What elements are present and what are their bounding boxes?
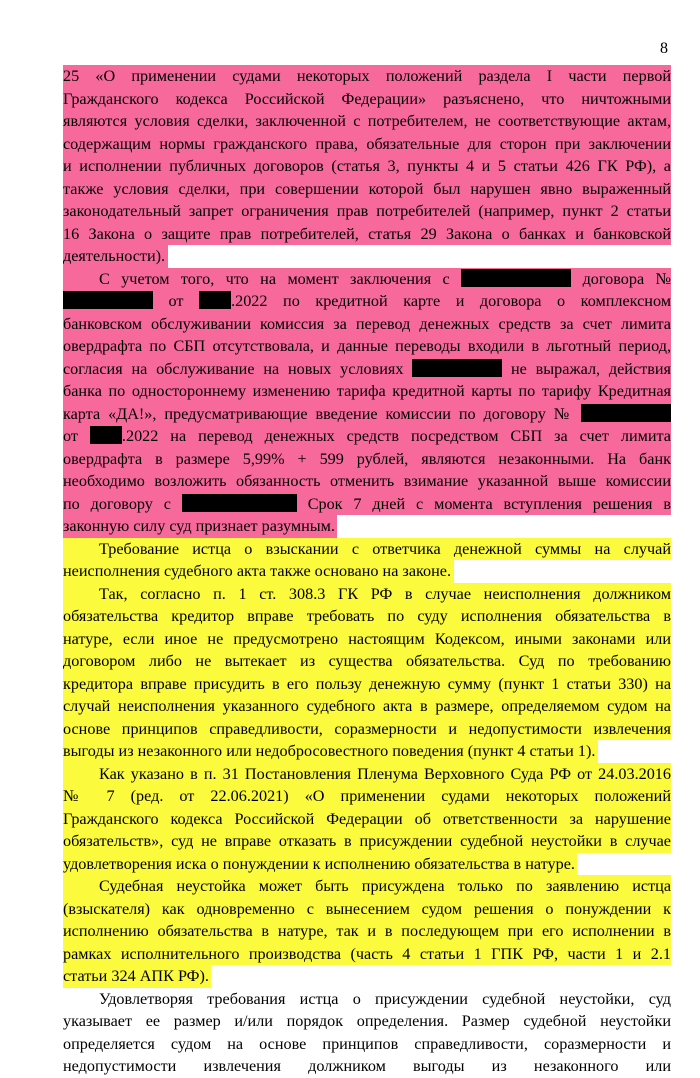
line-text: деятельности).: [63, 247, 166, 265]
line-text: указывает ее размер и/или порядок определения. Размер судебной неустойки: [63, 1012, 671, 1030]
line-text: Требование истца о взыскании с ответчика денежной суммы на случай: [99, 539, 671, 558]
line-text: необходимо возложить обязанность отменить взимание указанной выше комиссии: [63, 472, 671, 490]
line-text: законную силу суд признает разумным.: [63, 517, 335, 535]
line-text: основе принципов справедливости, соразмерности и недопустимости извлечения: [63, 719, 671, 738]
line-text: [63, 493, 671, 516]
line-text: являются условия сделки, заключенной с потребителем, не соответствующие актам,: [63, 112, 671, 130]
line-text: исполнению обязательства в натуре, так и в последующем при его исполнении в: [63, 922, 671, 940]
text-line: [63, 650, 671, 673]
page-number: 8: [660, 40, 668, 57]
line-text: овердрафта в размере 5,99% + 599 рублей, являются незаконными. На банк: [63, 449, 671, 468]
line-text: банковском обслуживании комиссия за перевод денежных средств за счет лимита: [63, 314, 671, 333]
text-line: [63, 245, 671, 268]
text-line: [63, 110, 671, 133]
text-line: [63, 65, 671, 88]
line-text: 25 «О применении судами некоторых положений раздела I части первой: [63, 67, 671, 85]
text-line: [63, 695, 671, 718]
redaction-block: [461, 269, 571, 287]
text-segment: от: [153, 292, 200, 310]
text-segment: согласия на обслуживание на новых условиях: [63, 359, 413, 378]
text-line: [63, 605, 671, 628]
line-text: недопустимости извлечения должником выгоды из незаконного или: [63, 1057, 671, 1075]
line-text: Так, согласно п. 1 ст. 308.3 ГК РФ в случае неисполнения должником: [99, 584, 671, 603]
text-segment: .2022 на перевод денежных средств посредством СБП за счет лимита: [121, 427, 671, 445]
text-line: [63, 920, 671, 943]
text-segment: С учетом того, что на момент заключения с: [99, 269, 462, 288]
line-text: удовлетворения иска о понуждении к исполнению обязательства в натуре.: [63, 854, 575, 873]
text-line: [63, 470, 671, 493]
text-segment: карта «ДА!», предусматривающие введение комиссии по договору №: [63, 404, 581, 423]
line-text: и исполнении публичных договоров (статья 3, пункты 4 и 5 статьи 426 ГК РФ), а: [63, 157, 671, 175]
text-line: [63, 155, 671, 178]
text-line: [63, 718, 671, 741]
text-line: [63, 178, 671, 201]
document-body: [63, 65, 671, 1078]
redaction-block: [412, 359, 502, 377]
text-line: [63, 313, 671, 336]
text-line: [63, 763, 671, 786]
text-segment: Срок 7 дней с момента вступления решения в: [296, 494, 671, 513]
text-line: [63, 853, 671, 876]
line-text: обязательства кредитор вправе требовать по суду исполнения обязательства в: [63, 607, 671, 625]
text-line: [63, 740, 671, 763]
line-text: овердрафта по СБП отсутствовала, и данные переводы входили в льготный период,: [63, 337, 671, 355]
text-line: [63, 830, 671, 853]
line-text: [63, 403, 671, 426]
line-text: законодательный запрет ограничения прав потребителей (например, пункт 2 статьи: [63, 202, 671, 220]
line-text: [63, 358, 671, 381]
text-line: [63, 943, 671, 966]
line-text: Гражданского кодекса Российской Федерации об ответственности за нарушение: [63, 809, 671, 828]
line-text: обязательств», суд не вправе отказать в присуждении судебной неустойки в случае: [63, 832, 671, 850]
line-text: определяется судом на основе принципов справедливости, соразмерности и: [63, 1034, 671, 1053]
redaction-block: [182, 494, 297, 512]
line-text: Судебная неустойка может быть присуждена только по заявлению истца: [99, 877, 671, 895]
text-line: [63, 493, 671, 516]
text-line: [63, 988, 671, 1011]
line-text: 16 Закона о защите прав потребителей, статья 29 Закона о банках и банковской: [63, 224, 671, 243]
line-text: рамках исполнительного производства (часть 4 статьи 1 ГПК РФ, части 1 и 2.1: [63, 944, 671, 963]
text-line: [63, 1055, 671, 1078]
text-line: [63, 448, 671, 471]
line-text: [63, 425, 671, 448]
line-text: (взыскателя) как одновременно с вынесением судом решения о понуждении к: [63, 899, 671, 918]
line-text: случай неисполнения указанного судебного акта в размере, определяемом судом на: [63, 697, 671, 715]
text-line: [63, 628, 671, 651]
text-line: [63, 290, 671, 313]
line-text: натуре, если иное не предусмотрено настоящим Кодексом, иными законами или: [63, 629, 671, 648]
redaction-block: [199, 291, 231, 309]
text-line: [63, 785, 671, 808]
text-line: [63, 808, 671, 831]
text-line: [63, 200, 671, 223]
text-line: [63, 133, 671, 156]
text-line: [63, 425, 671, 448]
line-text: также условия сделки, при совершении которой был нарушен явно выраженный: [63, 179, 671, 198]
line-text: банка по одностороннему изменению тарифа кредитной карты по тарифу Кредитная: [63, 382, 671, 400]
line-text: Гражданского кодекса Российской Федерации» разъяснено, что ничтожными: [63, 89, 671, 108]
text-line: [63, 1033, 671, 1056]
redaction-block: [90, 426, 122, 444]
text-line: [63, 965, 671, 988]
line-text: неисполнения судебного акта также основано на законе.: [63, 562, 452, 580]
text-line: [63, 335, 671, 358]
line-text: № 7 (ред. от 22.06.2021) «О применении судами некоторых положений: [63, 787, 671, 805]
text-line: [63, 875, 671, 898]
line-text: договором либо не вытекает из существа обязательства. Суд по требованию: [63, 652, 671, 670]
text-line: [63, 380, 671, 403]
text-line: [63, 223, 671, 246]
redaction-block: [581, 404, 671, 422]
line-text: [99, 268, 671, 291]
text-segment: не выражал, действия: [502, 359, 671, 378]
line-text: содержащим нормы гражданского права, обязательные для сторон при заключении: [63, 134, 671, 153]
line-text: выгоды из незаконного или недобросовестного поведения (пункт 4 статьи 1).: [63, 742, 596, 760]
text-line: [63, 1010, 671, 1033]
text-line: [63, 673, 671, 696]
text-segment: .2022 по кредитной карте и договора о комплексном: [231, 292, 671, 310]
text-line: [63, 515, 671, 538]
text-segment: договора №: [571, 269, 671, 288]
text-segment: по договору с: [63, 494, 182, 513]
text-line: [63, 898, 671, 921]
text-line: [63, 538, 671, 561]
text-line: [63, 358, 671, 381]
text-line: [63, 403, 671, 426]
text-segment: от: [63, 427, 90, 445]
text-line: [63, 583, 671, 606]
text-line: [63, 560, 671, 583]
text-line: [63, 268, 671, 291]
line-text: кредитора вправе присудить в его пользу денежную сумму (пункт 1 статьи 330) на: [63, 674, 671, 693]
redaction-block: [63, 291, 153, 309]
line-text: Как указано в п. 31 Постановления Пленума Верховного Суда РФ от 24.03.2016: [99, 764, 671, 783]
line-text: [63, 290, 671, 313]
line-text: статьи 324 АПК РФ).: [63, 967, 209, 985]
text-line: [63, 88, 671, 111]
line-text: Удовлетворяя требования истца о присуждении судебной неустойки, суд: [99, 989, 671, 1008]
